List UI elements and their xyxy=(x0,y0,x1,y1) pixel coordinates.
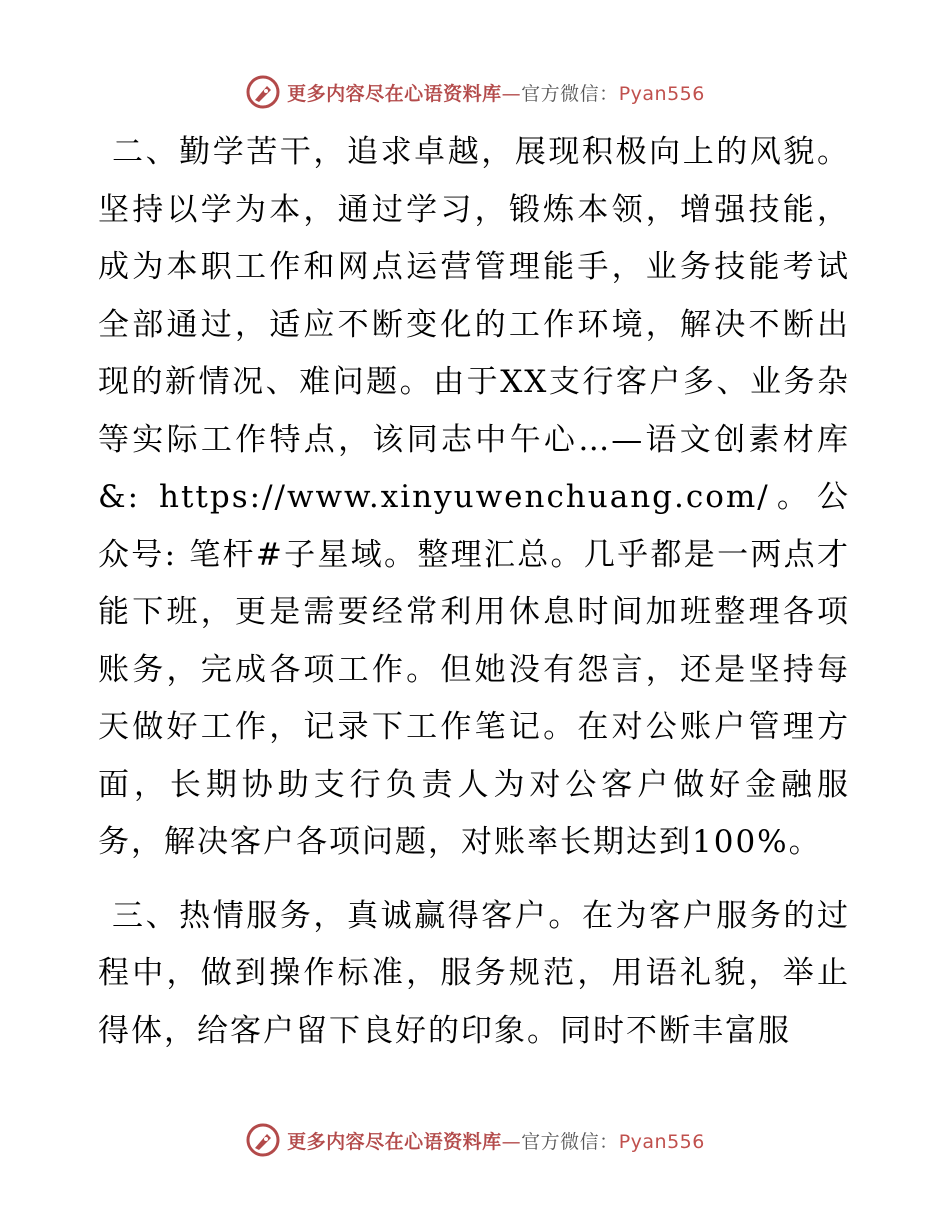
paragraph-section-two: 二、勤学苦干，追求卓越，展现积极向上的风貌。坚持以学为本，通过学习，锻炼本领，增强技能，成为本职工作和网点运营管理能手，业务技能考试全部通过，适应不断变化的工作环境，解决不断出现的新情况、难问题。由于XX支行客户多、业务杂等实际工作特点，该同志中午心…—语文创素材库&: https://www.xinyuwenchuang.com/。公众号: 笔杆#子星域。整理汇总。几乎都是一两点才能下班，更是需要经常利用休息时间加班整理各项账务，完成各项工作。但她没有怨言，还是坚持每天做好工作，记录下工作笔记。在对公账户管理方面，长期协助支行负责人为对公客户做好金融服务，解决客户各项问题，对账率长期达到100%。 xyxy=(98,134,850,860)
watermark-dash: — xyxy=(501,82,522,105)
document-body xyxy=(98,124,850,1060)
watermark-dash: — xyxy=(501,1130,522,1153)
header-watermark xyxy=(0,72,950,112)
footer-watermark xyxy=(0,1120,950,1160)
watermark-text xyxy=(287,79,705,106)
watermark-main-text: 更多内容尽在心语资料库 xyxy=(287,1130,502,1153)
pen-nib-circle-icon xyxy=(245,1122,281,1158)
pen-nib-circle-icon xyxy=(245,74,281,110)
watermark-sub-text: 官方微信： xyxy=(521,1130,619,1153)
watermark-text xyxy=(287,1127,705,1154)
watermark-main-text: 更多内容尽在心语资料库 xyxy=(287,82,502,105)
watermark-account: Pyan556 xyxy=(618,1130,705,1153)
watermark-sub-text: 官方微信： xyxy=(521,82,619,105)
paragraph-section-three: 三、热情服务，真诚赢得客户。在为客户服务的过程中，做到操作标准，服务规范，用语礼貌，举止得体，给客户留下良好的印象。同时不断丰富服 xyxy=(98,897,850,1049)
watermark-account: Pyan556 xyxy=(618,82,705,105)
